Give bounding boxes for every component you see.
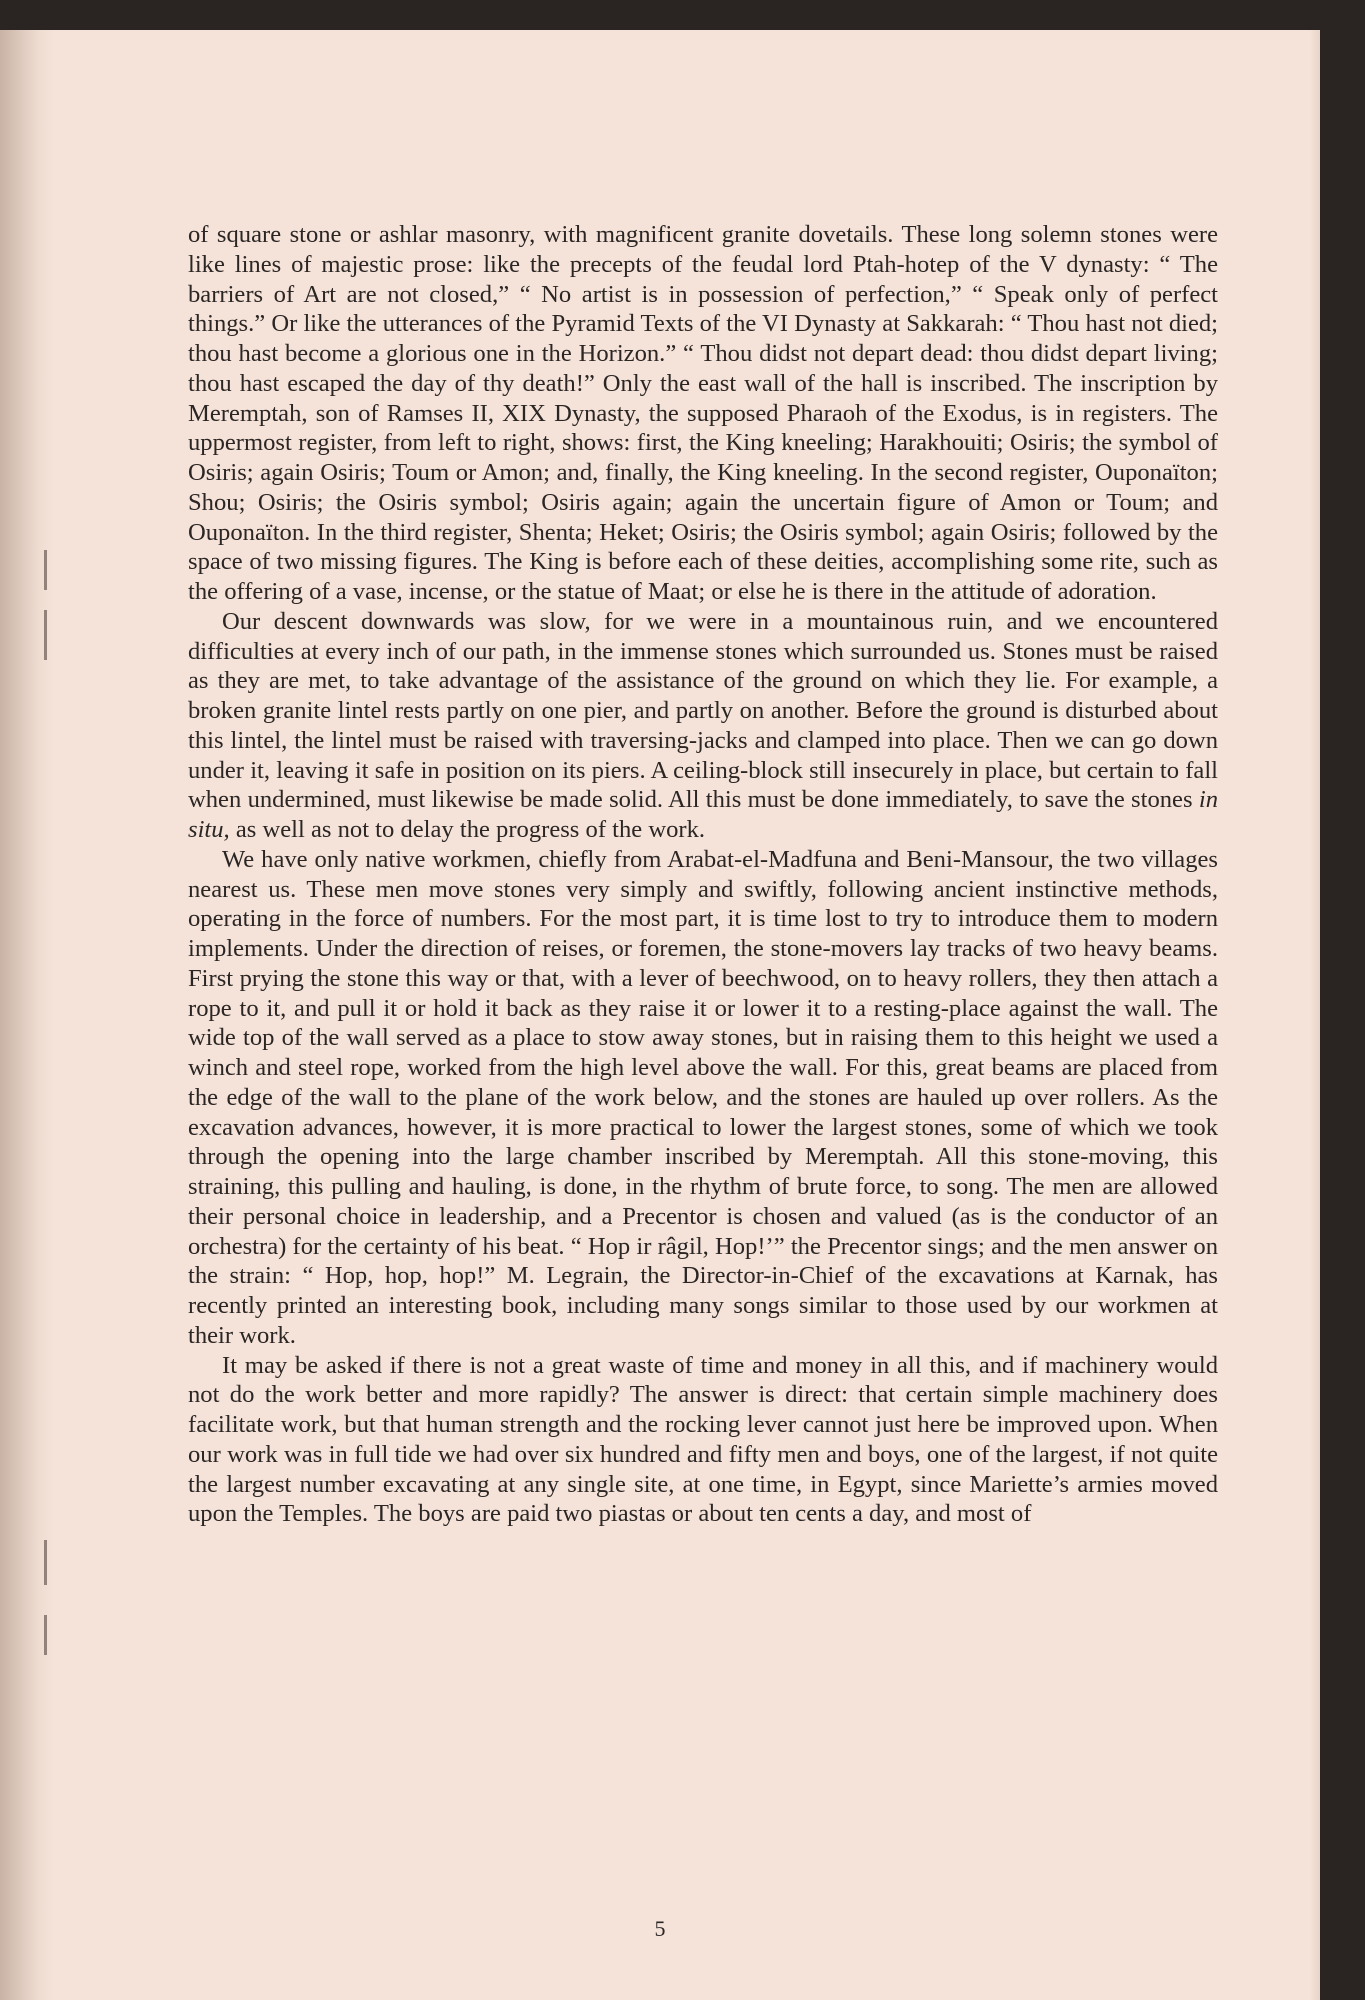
book-gutter (0, 30, 55, 2000)
body-text (188, 220, 1218, 1529)
binding-thread-mark (44, 1540, 47, 1585)
binding-thread-mark (44, 550, 47, 590)
paragraph-2-text-end: as well as not to delay the progress of the work. (229, 816, 706, 843)
paragraph-1: of square stone or ashlar masonry, with magnificent granite dovetails. These long solemn stones were like lines of majestic prose: like the precepts of the feudal lord Ptah-hotep of the V dynasty: “ The barriers of Art are not closed,” “ No artist is in possession of perfection,” “ Speak only of perfect things.” Or like the utterances of the Pyramid Texts of the VI Dynasty at Sakkarah: “ Thou hast not died; thou hast become a glorious one in the Horizon.” “ Thou didst not depart dead: thou didst depart living; thou hast escaped the day of thy death!” Only the east wall of the hall is inscribed. The inscription by Meremptah, son of Ramses II, XIX Dynasty, the supposed Pharaoh of the Exodus, is in registers. The uppermost register, from left to right, shows: first, the King kneeling; Harakhouiti; Osiris; the symbol of Osiris; again Osiris; Toum or Amon; and, finally, the King kneeling. In the second register, Ouponaïton; Shou; Osiris; the Osiris symbol; Osiris again; again the uncertain figure of Amon or Toum; and Ouponaïton. In the third register, Shenta; Heket; Osiris; the Osiris symbol; again Osiris; followed by the space of two missing figures. The King is before each of these deities, accomplishing some rite, such as the offering of a vase, incense, or the statue of Maat; or else he is there in the attitude of adoration. (188, 221, 1218, 605)
paragraph-3: We have only native workmen, chiefly from Arabat-el-Madfuna and Beni-Mansour, the two villages nearest us. These men move stones very simply and swiftly, following ancient instinctive methods, operating in the force of numbers. For the most part, it is time lost to try to introduce them to modern implements. Under the direction of reises, or foremen, the stone-movers lay tracks of two heavy beams. First prying the stone this way or that, with a lever of beechwood, on to heavy rollers, they then attach a rope to it, and pull it or hold it back as they raise it or lower it to a resting-place against the wall. The wide top of the wall served as a place to stow away stones, but in raising them to this height we used a winch and steel rope, worked from the high level above the wall. For this, great beams are placed from the edge of the wall to the plane of the work below, and the stones are hauled up over rollers. As the excavation advances, however, it is more practical to lower the largest stones, some of which we took through the opening into the large chamber inscribed by Meremptah. All this stone-moving, this straining, this pulling and hauling, is done, in the rhythm of brute force, to song. The men are allowed their personal choice in leadership, and a Precentor is chosen and valued (as is the conductor of an orchestra) for the certainty of his beat. “ Hop ir râgil, Hop!’” the Precentor sings; and the men answer on the strain: “ Hop, hop, hop!” M. Legrain, the Director-in-Chief of the excavations at Karnak, has recently printed an interesting book, including many songs similar to those used by our workmen at their work. (188, 845, 1218, 1349)
paragraph-4: It may be asked if there is not a great waste of time and money in all this, and if machinery would not do the work better and more rapidly? The answer is direct: that certain simple machinery does facilitate work, but that human strength and the rocking lever cannot just here be improved upon. When our work was in full tide we had over six hundred and fifty men and boys, one of the largest, if not quite the largest number excavating at any single site, at one time, in Egypt, since Mariette’s armies moved upon the Temples. The boys are paid two piastas or about ten cents a day, and most of (188, 1351, 1218, 1528)
book-page (0, 30, 1320, 2000)
binding-thread-mark (44, 1615, 47, 1655)
binding-thread-mark (44, 610, 47, 660)
paragraph-2-italic: in situ, (188, 786, 1218, 843)
paragraph-2-text: Our descent downwards was slow, for we were in a mountainous ruin, and we encountered difficulties at every inch of our path, in the immense stones which surrounded us. Stones must be raised as they are met, to take advantage of the assistance of the ground on which they lie. For example, a broken granite lintel rests partly on one pier, and partly on another. Before the ground is disturbed about this lintel, the lintel must be raised with traversing-jacks and clamped into place. Then we can go down under it, leaving it safe in position on its piers. A ceiling-block still insecurely in place, but certain to fall when undermined, must likewise be made solid. All this must be done immediately, to save the stones (188, 607, 1218, 814)
page-edge (1310, 30, 1320, 2000)
paragraph-2 (188, 607, 1218, 845)
page-number: 5 (654, 1916, 666, 1941)
